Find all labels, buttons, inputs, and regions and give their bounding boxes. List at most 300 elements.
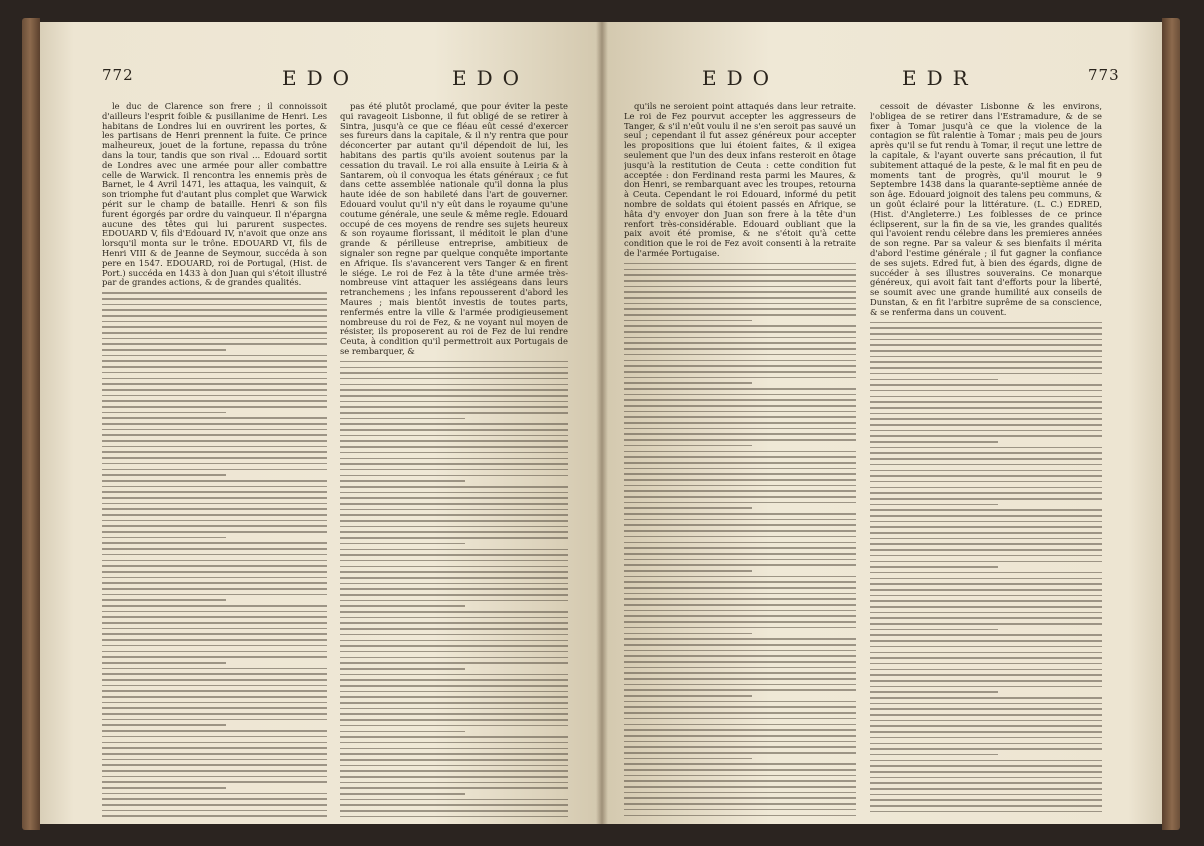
text-line bbox=[340, 696, 568, 698]
text-line bbox=[624, 570, 752, 572]
text-line bbox=[102, 707, 327, 709]
text-line bbox=[340, 531, 568, 533]
text-line bbox=[624, 581, 856, 583]
text-line bbox=[624, 598, 856, 600]
text-line bbox=[870, 703, 1102, 705]
text-line bbox=[340, 793, 465, 795]
text-line bbox=[870, 737, 1102, 739]
text-line bbox=[624, 490, 856, 492]
text-line bbox=[624, 621, 856, 623]
text-line bbox=[870, 720, 1102, 722]
text-line bbox=[624, 331, 856, 333]
text-line bbox=[870, 583, 1102, 585]
book-binding-left bbox=[22, 18, 40, 830]
text-line bbox=[624, 428, 856, 430]
text-line bbox=[340, 440, 568, 442]
text-line bbox=[870, 379, 998, 381]
text-line bbox=[102, 497, 327, 499]
text-line bbox=[102, 616, 327, 618]
text-line bbox=[870, 401, 1102, 403]
text-line bbox=[870, 418, 1102, 420]
text-line bbox=[870, 509, 1102, 511]
text-line bbox=[870, 788, 1102, 790]
text-line bbox=[624, 718, 856, 720]
text-line bbox=[624, 274, 856, 276]
text-line bbox=[624, 297, 856, 299]
text-line bbox=[340, 446, 568, 448]
text-line bbox=[624, 763, 856, 765]
text-line bbox=[340, 367, 568, 369]
text-line bbox=[870, 492, 1102, 494]
text-line bbox=[870, 464, 1102, 466]
text-line bbox=[870, 373, 1102, 375]
text-line bbox=[340, 685, 568, 687]
text-line bbox=[870, 504, 998, 506]
text-line bbox=[340, 537, 568, 539]
text-line bbox=[624, 735, 856, 737]
text-line bbox=[340, 759, 568, 761]
left-page-header bbox=[40, 66, 602, 94]
text-line bbox=[340, 560, 568, 562]
text-line bbox=[102, 292, 327, 294]
text-line bbox=[870, 526, 1102, 528]
text-line bbox=[102, 770, 327, 772]
text-line bbox=[102, 474, 226, 476]
text-line bbox=[340, 713, 568, 715]
text-line bbox=[624, 695, 752, 697]
text-line bbox=[624, 706, 856, 708]
text-line bbox=[102, 651, 327, 653]
text-line bbox=[102, 622, 327, 624]
text-line bbox=[102, 378, 327, 380]
text-line bbox=[340, 549, 568, 551]
text-line bbox=[870, 390, 1102, 392]
right-page-column-1 bbox=[624, 102, 856, 824]
text-line bbox=[102, 429, 327, 431]
text-line bbox=[340, 816, 568, 818]
text-line bbox=[624, 377, 856, 379]
text-line bbox=[624, 638, 856, 640]
text-line bbox=[340, 657, 568, 659]
text-line bbox=[624, 689, 856, 691]
text-line bbox=[870, 612, 1102, 614]
right-page-number: 773 bbox=[1088, 66, 1120, 84]
text-line bbox=[624, 667, 856, 669]
text-line bbox=[102, 326, 327, 328]
text-line bbox=[624, 422, 856, 424]
text-line bbox=[624, 411, 856, 413]
text-line bbox=[102, 338, 327, 340]
text-line bbox=[624, 746, 856, 748]
text-line bbox=[340, 617, 568, 619]
text-line bbox=[870, 652, 1102, 654]
text-line bbox=[870, 521, 1102, 523]
text-line bbox=[624, 371, 856, 373]
text-line bbox=[102, 440, 327, 442]
right-running-head-right: EDR bbox=[902, 66, 978, 90]
text-line bbox=[340, 480, 465, 482]
text-line bbox=[624, 547, 856, 549]
right-column-2-continued-text bbox=[870, 322, 1102, 813]
text-line bbox=[102, 753, 327, 755]
text-line bbox=[624, 633, 752, 635]
text-line bbox=[102, 719, 327, 721]
text-line bbox=[870, 686, 1102, 688]
text-line bbox=[870, 589, 1102, 591]
text-line bbox=[102, 383, 327, 385]
left-column-2-continued-text bbox=[340, 361, 568, 818]
text-line bbox=[340, 543, 465, 545]
text-line bbox=[102, 457, 327, 459]
text-line bbox=[102, 446, 327, 448]
left-column-1-continued-text bbox=[102, 292, 327, 817]
text-line bbox=[340, 765, 568, 767]
text-line bbox=[340, 384, 568, 386]
text-line bbox=[102, 787, 226, 789]
book-gutter-shadow bbox=[596, 22, 608, 824]
book-binding-right bbox=[1162, 18, 1180, 830]
text-line bbox=[624, 456, 856, 458]
text-line bbox=[102, 633, 327, 635]
text-line bbox=[624, 263, 856, 265]
text-line bbox=[102, 355, 327, 357]
text-line bbox=[624, 576, 856, 578]
text-line bbox=[102, 736, 327, 738]
text-line bbox=[624, 803, 856, 805]
text-line bbox=[624, 394, 856, 396]
text-line bbox=[102, 804, 327, 806]
text-line bbox=[870, 339, 1102, 341]
text-line bbox=[870, 674, 1102, 676]
text-line bbox=[624, 382, 752, 384]
text-line bbox=[102, 395, 327, 397]
text-line bbox=[102, 332, 327, 334]
text-line bbox=[624, 564, 856, 566]
text-line bbox=[102, 645, 327, 647]
text-line bbox=[340, 486, 568, 488]
text-line bbox=[624, 416, 856, 418]
text-line bbox=[340, 725, 568, 727]
text-line bbox=[340, 361, 568, 363]
text-line bbox=[624, 815, 856, 817]
text-line bbox=[624, 786, 856, 788]
text-line bbox=[102, 366, 327, 368]
text-line bbox=[340, 679, 568, 681]
text-line bbox=[102, 571, 327, 573]
text-line bbox=[870, 771, 1102, 773]
text-line bbox=[624, 678, 856, 680]
text-line bbox=[102, 469, 327, 471]
text-line bbox=[870, 424, 1102, 426]
text-line bbox=[340, 782, 568, 784]
right-column-1-continued-text bbox=[624, 263, 856, 816]
text-line bbox=[102, 531, 327, 533]
text-line bbox=[340, 452, 568, 454]
text-line bbox=[870, 384, 1102, 386]
text-line bbox=[870, 731, 1102, 733]
text-line bbox=[624, 775, 856, 777]
text-line bbox=[340, 662, 568, 664]
text-line bbox=[624, 468, 856, 470]
text-line bbox=[870, 396, 1102, 398]
text-line bbox=[102, 537, 226, 539]
text-line bbox=[102, 810, 327, 812]
text-line bbox=[870, 572, 1102, 574]
text-line bbox=[870, 344, 1102, 346]
text-line bbox=[624, 325, 856, 327]
text-line bbox=[102, 577, 327, 579]
text-line bbox=[340, 378, 568, 380]
text-line bbox=[102, 434, 327, 436]
text-line bbox=[624, 507, 752, 509]
left-column-2-text: pas été plutôt proclamé, que pour éviter la peste qui ravageoit Lisbonne, il fut obligé de se retirer à Sintra, jusqu'à ce que ce fléau eût cessé d'exercer ses fureurs dans la capitale, & il n'y rentra que pour déconcerter par autant qu'il dépendoit de lui, les habitans des partis qu'ils avoient soutenus par la cessation du travail. Le roi alla ensuite à Leiria & à Santarem, où il convoqua les états généraux ; ce fut dans cette assemblée nationale qu'il donna la plus haute idée de son habileté dans l'art de gouverner. Edouard voulut qu'il n'y eût dans le royaume qu'une coutume générale, une seule & même regle. Edouard occupé de ces moyens de rendre ses sujets heureux & son royaume florissant, il méditoit le plan d'une grande & périlleuse entreprise, ambitieux de signaler son regne par quelque conquête importante en Afrique. Ils s'avancerent vers Tanger & en firent le siége. Le roi de Fez à la tête d'une armée très-nombreuse vint attaquer les assiégeans dans leurs retranchemens ; les infans repousserent d'abord les Maures ; mais bientôt investis de toutes parts, renfermés entre la ville & l'armée prodigieusement nombreuse du roi de Fez, & ne voyant nul moyen de résister, ils proposerent au roi de Fez de lui rendre Ceuta, à condition qu'il permettroit aux Portugais de se rembarquer, & bbox=[340, 102, 568, 356]
text-line bbox=[870, 805, 1102, 807]
text-line bbox=[870, 566, 998, 568]
text-line bbox=[340, 787, 568, 789]
text-line bbox=[870, 725, 1102, 727]
text-line bbox=[340, 526, 568, 528]
text-line bbox=[102, 798, 327, 800]
text-line bbox=[870, 333, 1102, 335]
right-page-header bbox=[602, 66, 1162, 94]
text-line bbox=[624, 439, 856, 441]
text-line bbox=[870, 487, 1102, 489]
text-line bbox=[624, 399, 856, 401]
text-line bbox=[102, 360, 327, 362]
text-line bbox=[340, 509, 568, 511]
text-line bbox=[624, 780, 856, 782]
text-line bbox=[624, 758, 752, 760]
text-line bbox=[870, 561, 1102, 563]
text-line bbox=[870, 407, 1102, 409]
text-line bbox=[624, 462, 856, 464]
text-line bbox=[102, 400, 327, 402]
text-line bbox=[624, 752, 856, 754]
text-line bbox=[870, 549, 1102, 551]
text-line bbox=[102, 628, 327, 630]
text-line bbox=[102, 565, 327, 567]
text-line bbox=[870, 430, 1102, 432]
text-line bbox=[102, 815, 327, 817]
text-line bbox=[340, 514, 568, 516]
text-line bbox=[624, 627, 856, 629]
text-line bbox=[102, 582, 327, 584]
text-line bbox=[624, 797, 856, 799]
text-line bbox=[870, 447, 1102, 449]
text-line bbox=[340, 372, 568, 374]
text-line bbox=[870, 606, 1102, 608]
text-line bbox=[870, 327, 1102, 329]
text-line bbox=[340, 622, 568, 624]
text-line bbox=[102, 423, 327, 425]
text-line bbox=[102, 673, 327, 675]
text-line bbox=[340, 640, 568, 642]
text-line bbox=[340, 605, 465, 607]
text-line bbox=[102, 685, 327, 687]
left-running-head-left: EDO bbox=[282, 66, 360, 90]
text-line bbox=[624, 615, 856, 617]
text-line bbox=[340, 406, 568, 408]
text-line bbox=[340, 736, 568, 738]
text-line bbox=[624, 672, 856, 674]
text-line bbox=[102, 389, 327, 391]
text-line bbox=[870, 743, 1102, 745]
text-line bbox=[624, 360, 856, 362]
text-line bbox=[624, 729, 856, 731]
text-line bbox=[102, 349, 226, 351]
text-line bbox=[624, 388, 856, 390]
text-line bbox=[870, 498, 1102, 500]
left-page-number: 772 bbox=[102, 66, 134, 84]
text-line bbox=[870, 595, 1102, 597]
text-line bbox=[102, 560, 327, 562]
text-line bbox=[624, 809, 856, 811]
right-page-column-2 bbox=[870, 102, 1102, 824]
text-line bbox=[102, 668, 327, 670]
text-line bbox=[624, 320, 752, 322]
text-line bbox=[340, 588, 568, 590]
text-line bbox=[102, 548, 327, 550]
text-line bbox=[870, 811, 1102, 813]
text-line bbox=[870, 322, 1102, 324]
text-line bbox=[624, 337, 856, 339]
text-line bbox=[102, 781, 327, 783]
text-line bbox=[102, 486, 327, 488]
text-line bbox=[624, 308, 856, 310]
text-line bbox=[624, 405, 856, 407]
text-line bbox=[624, 610, 856, 612]
text-line bbox=[870, 680, 1102, 682]
text-line bbox=[624, 655, 856, 657]
text-line bbox=[624, 280, 856, 282]
text-line bbox=[624, 291, 856, 293]
text-line bbox=[624, 433, 856, 435]
text-line bbox=[340, 634, 568, 636]
right-running-head-left: EDO bbox=[702, 66, 780, 90]
text-line bbox=[870, 481, 1102, 483]
text-line bbox=[870, 470, 1102, 472]
text-line bbox=[624, 712, 856, 714]
text-line bbox=[870, 555, 1102, 557]
text-line bbox=[340, 492, 568, 494]
text-line bbox=[340, 463, 568, 465]
text-line bbox=[340, 674, 568, 676]
text-line bbox=[870, 777, 1102, 779]
text-line bbox=[102, 656, 327, 658]
text-line bbox=[102, 525, 327, 527]
text-line bbox=[624, 650, 856, 652]
text-line bbox=[102, 605, 327, 607]
text-line bbox=[870, 663, 1102, 665]
text-line bbox=[102, 514, 327, 516]
text-line bbox=[340, 594, 568, 596]
text-line bbox=[624, 342, 856, 344]
text-line bbox=[102, 406, 327, 408]
right-page bbox=[602, 22, 1162, 824]
text-line bbox=[870, 532, 1102, 534]
text-line bbox=[870, 799, 1102, 801]
text-line bbox=[102, 480, 327, 482]
text-line bbox=[340, 458, 568, 460]
text-line bbox=[102, 372, 327, 374]
text-line bbox=[340, 600, 568, 602]
text-line bbox=[340, 423, 568, 425]
right-column-2-text: cessoit de dévaster Lisbonne & les environs, l'obligea de se retirer dans l'Estramadure, & de se fixer à Tomar jusqu'à ce que la violence de la contagion se fût ralentie à Tomar ; mais peu de jours après qu'il se fut rendu à Tomar, il reçut une lettre de la capitale, & l'ayant ouverte sans précaution, il fut subitement attaqué de la peste, & le mal fit en peu de moments tant de progrès, qu'il mourut le 9 Septembre 1438 dans la quarante-septième année de son âge. Edouard joignoit des talens peu communs, & un goût éclairé pour la littérature. (L. C.) EDRED, (Hist. d'Angleterre.) Les foiblesses de ce prince éclipserent, sur la fin de sa vie, les grandes qualités qui l'avoient rendu célebre dans les premieres années de son regne. Par sa valeur & ses bienfaits il mérita d'abord l'estime générale ; il fut gagner la confiance de ses sujets. Edred fut, à bien des égards, digne de succéder à ses illustres souverains. Ce monarque généreux, qui avoit fait tant d'efforts pour la liberté, se soumit avec une grande humilité aux conseils de Dunstan, & en fit l'arbitre suprême de sa conscience, & se renferma dans un couvent. bbox=[870, 102, 1102, 317]
text-line bbox=[340, 435, 568, 437]
text-line bbox=[624, 303, 856, 305]
text-line bbox=[624, 587, 856, 589]
text-line bbox=[340, 395, 568, 397]
text-line bbox=[624, 741, 856, 743]
text-line bbox=[340, 418, 465, 420]
text-line bbox=[870, 441, 998, 443]
text-line bbox=[340, 583, 568, 585]
text-line bbox=[624, 502, 856, 504]
text-line bbox=[870, 646, 1102, 648]
text-line bbox=[102, 412, 226, 414]
text-line bbox=[870, 350, 1102, 352]
text-line bbox=[340, 719, 568, 721]
text-line bbox=[624, 479, 856, 481]
text-line bbox=[102, 611, 327, 613]
text-line bbox=[102, 639, 327, 641]
right-column-1-text: qu'ils ne seroient point attaqués dans leur retraite. Le roi de Fez pourvut accepter les aggresseurs de Tanger, & s'il n'eût voulu il ne s'en seroit pas sauvé un seul ; cependant il fut assez généreux pour accepter les propositions que lui étoient faites, & il exigea seulement que l'un des deux infans resteroit en ôtage jusqu'à la restitution de Ceuta : cette condition fut acceptée : don Ferdinand resta parmi les Maures, & don Henri, se rembarquant avec les troupes, retourna à Ceuta. Cependant le roi Edouard, informé du petit nombre de soldats qui étoient passés en Afrique, se hâta d'y envoyer don Juan son frere à la tête d'un renfort très-considérable. Edouard oubliant que la paix avoit été promise, & ne s'étoit qu'à cette condition que le roi de Fez avoit consenti à la retraite de l'armée Portugaise. bbox=[624, 102, 856, 258]
text-line bbox=[102, 463, 327, 465]
text-line bbox=[624, 604, 856, 606]
text-line bbox=[340, 554, 568, 556]
text-line bbox=[102, 679, 327, 681]
text-line bbox=[870, 356, 1102, 358]
text-line bbox=[870, 538, 1102, 540]
text-line bbox=[102, 702, 327, 704]
text-line bbox=[340, 668, 465, 670]
text-line bbox=[340, 566, 568, 568]
text-line bbox=[870, 367, 1102, 369]
text-line bbox=[102, 764, 327, 766]
text-line bbox=[340, 776, 568, 778]
text-line bbox=[102, 747, 327, 749]
text-line bbox=[624, 792, 856, 794]
text-line bbox=[870, 714, 1102, 716]
text-line bbox=[870, 600, 1102, 602]
text-line bbox=[102, 451, 327, 453]
text-line bbox=[870, 669, 1102, 671]
text-line bbox=[102, 759, 327, 761]
text-line bbox=[870, 543, 1102, 545]
text-line bbox=[340, 401, 568, 403]
text-line bbox=[102, 742, 327, 744]
text-line bbox=[870, 634, 1102, 636]
text-line bbox=[340, 412, 568, 414]
text-line bbox=[340, 389, 568, 391]
text-line bbox=[624, 769, 856, 771]
text-line bbox=[624, 354, 856, 356]
text-line bbox=[340, 645, 568, 647]
text-line bbox=[624, 542, 856, 544]
text-line bbox=[624, 348, 856, 350]
text-line bbox=[870, 657, 1102, 659]
text-line bbox=[102, 503, 327, 505]
text-line bbox=[340, 731, 465, 733]
text-line bbox=[624, 644, 856, 646]
text-line bbox=[870, 708, 1102, 710]
text-line bbox=[870, 754, 998, 756]
text-line bbox=[624, 553, 856, 555]
text-line bbox=[624, 524, 856, 526]
text-line bbox=[102, 491, 327, 493]
text-line bbox=[870, 629, 998, 631]
text-line bbox=[340, 520, 568, 522]
